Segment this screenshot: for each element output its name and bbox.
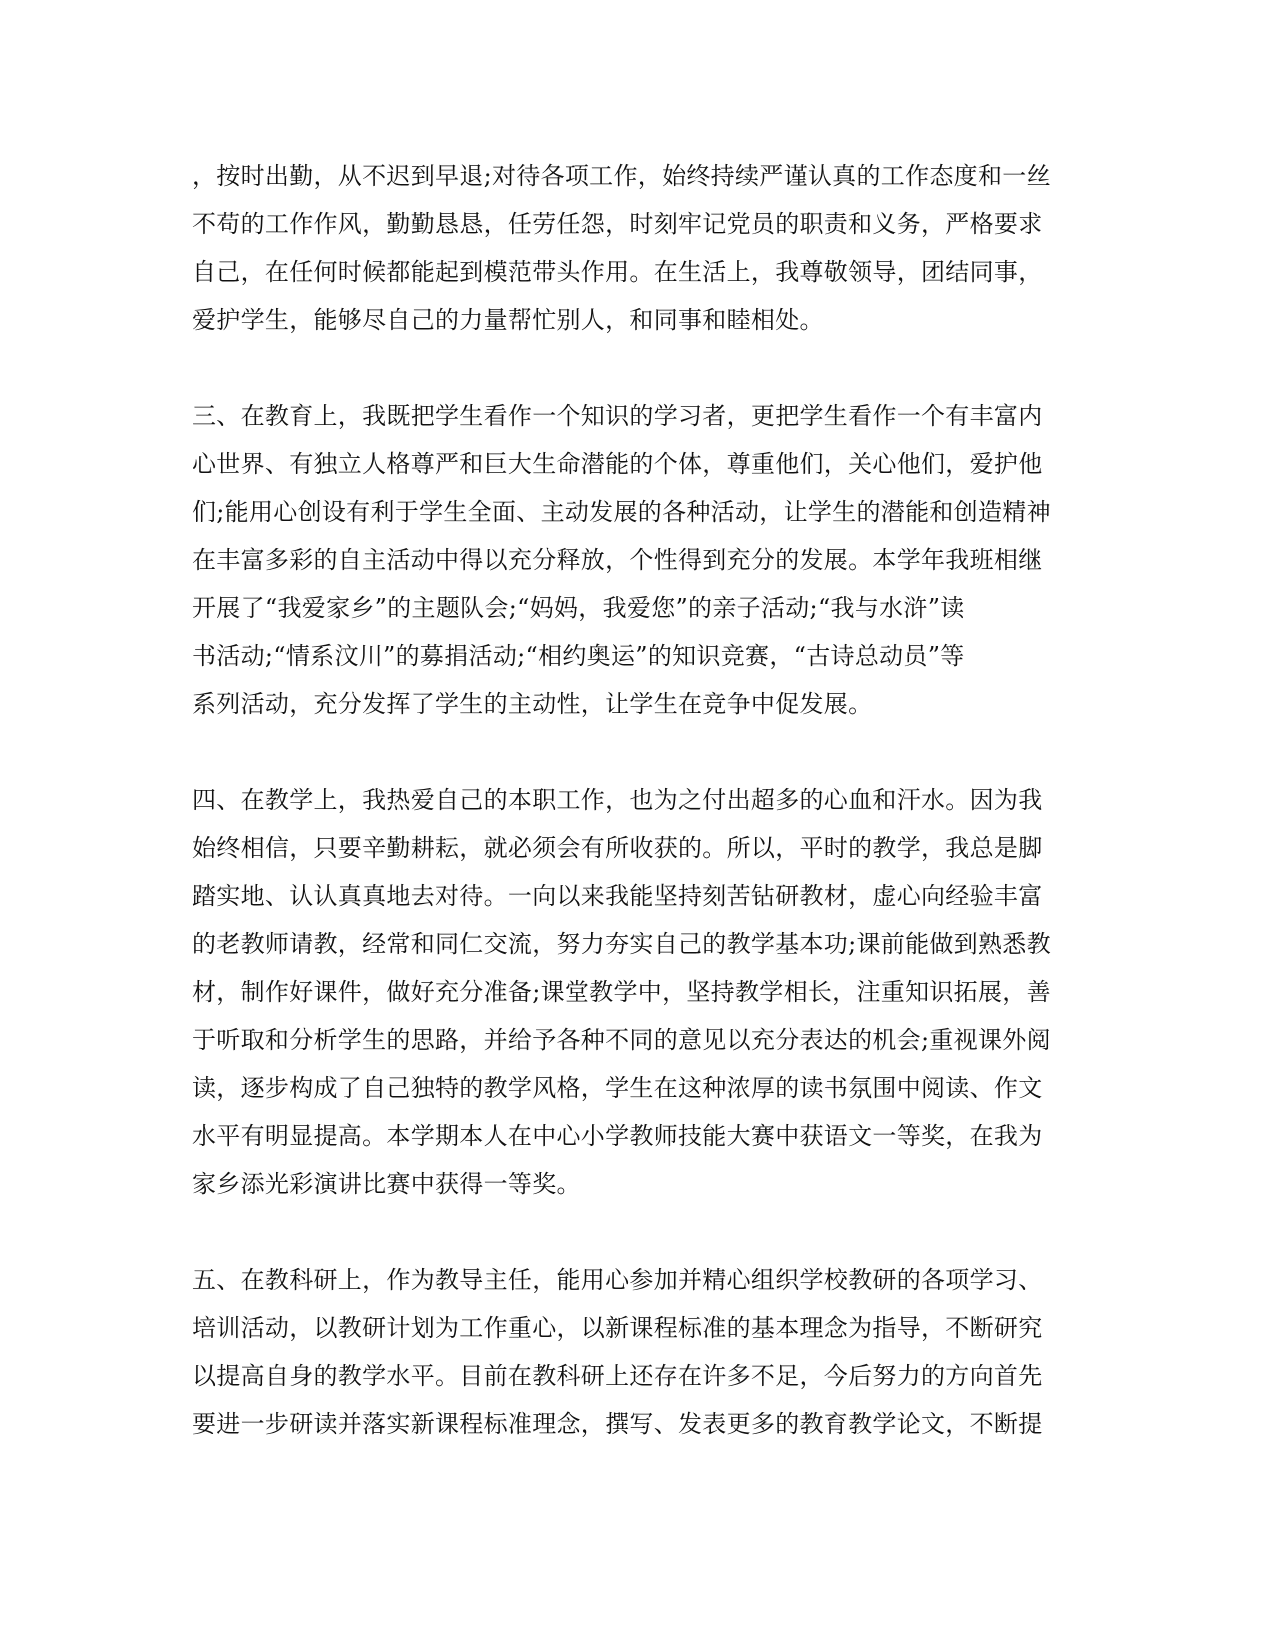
text-line: 踏实地、认认真真地去对待。一向以来我能坚持刻苦钻研教材，虚心向经验丰富 xyxy=(192,882,1043,910)
text-line: 始终相信，只要辛勤耕耘，就必须会有所收获的。所以，平时的教学，我总是脚 xyxy=(192,834,1043,862)
paragraph-education xyxy=(192,392,1082,728)
text-line: 水平有明显提高。本学期本人在中心小学教师技能大赛中获语文一等奖，在我为 xyxy=(192,1122,1043,1150)
text-line: 家乡添光彩演讲比赛中获得一等奖。 xyxy=(192,1170,581,1198)
paragraph-research xyxy=(192,1256,1082,1448)
text-line: 心世界、有独立人格尊严和巨大生命潜能的个体，尊重他们，关心他们，爱护他 xyxy=(192,450,1043,478)
text-line: 三、在教育上，我既把学生看作一个知识的学习者，更把学生看作一个有丰富内 xyxy=(192,402,1043,430)
document-body xyxy=(192,152,1082,1496)
text-line: 四、在教学上，我热爱自己的本职工作，也为之付出超多的心血和汗水。因为我 xyxy=(192,786,1043,814)
text-line: 以提高自身的教学水平。目前在教科研上还存在许多不足，今后努力的方向首先 xyxy=(192,1362,1043,1390)
text-line: 的老教师请教，经常和同仁交流，努力夯实自己的教学基本功;课前能做到熟悉教 xyxy=(192,930,1051,958)
text-line: 读，逐步构成了自己独特的教学风格，学生在这种浓厚的读书氛围中阅读、作文 xyxy=(192,1074,1043,1102)
text-line: 五、在教科研上，作为教导主任，能用心参加并精心组织学校教研的各项学习、 xyxy=(192,1266,1043,1294)
text-line: 书活动;“情系汶川”的募捐活动;“相约奥运”的知识竞赛，“古诗总动员”等 xyxy=(192,642,965,670)
text-line: 材，制作好课件，做好充分准备;课堂教学中，坚持教学相长，注重知识拓展，善 xyxy=(192,978,1051,1006)
text-line: 们;能用心创设有利于学生全面、主动发展的各种活动，让学生的潜能和创造精神 xyxy=(192,498,1051,526)
text-line: 于听取和分析学生的思路，并给予各种不同的意见以充分表达的机会;重视课外阅 xyxy=(192,1026,1051,1054)
text-line: 系列活动，充分发挥了学生的主动性，让学生在竞争中促发展。 xyxy=(192,690,873,718)
text-line: 不苟的工作作风，勤勤恳恳，任劳任怨，时刻牢记党员的职责和义务，严格要求 xyxy=(192,210,1043,238)
text-line: 爱护学生，能够尽自己的力量帮忙别人，和同事和睦相处。 xyxy=(192,306,824,334)
text-line: 自己，在任何时候都能起到模范带头作用。在生活上，我尊敬领导，团结同事， xyxy=(192,258,1043,286)
text-line: 要进一步研读并落实新课程标准理念，撰写、发表更多的教育教学论文，不断提 xyxy=(192,1410,1043,1438)
text-line: 开展了“我爱家乡”的主题队会;“妈妈，我爱您”的亲子活动;“我与水浒”读 xyxy=(192,594,965,622)
paragraph-teaching xyxy=(192,776,1082,1208)
paragraph-conduct xyxy=(192,152,1082,344)
text-line: 在丰富多彩的自主活动中得以充分释放，个性得到充分的发展。本学年我班相继 xyxy=(192,546,1043,574)
text-line: 培训活动，以教研计划为工作重心，以新课程标准的基本理念为指导，不断研究 xyxy=(192,1314,1043,1342)
text-line: ，按时出勤，从不迟到早退;对待各项工作，始终持续严谨认真的工作态度和一丝 xyxy=(192,162,1051,190)
